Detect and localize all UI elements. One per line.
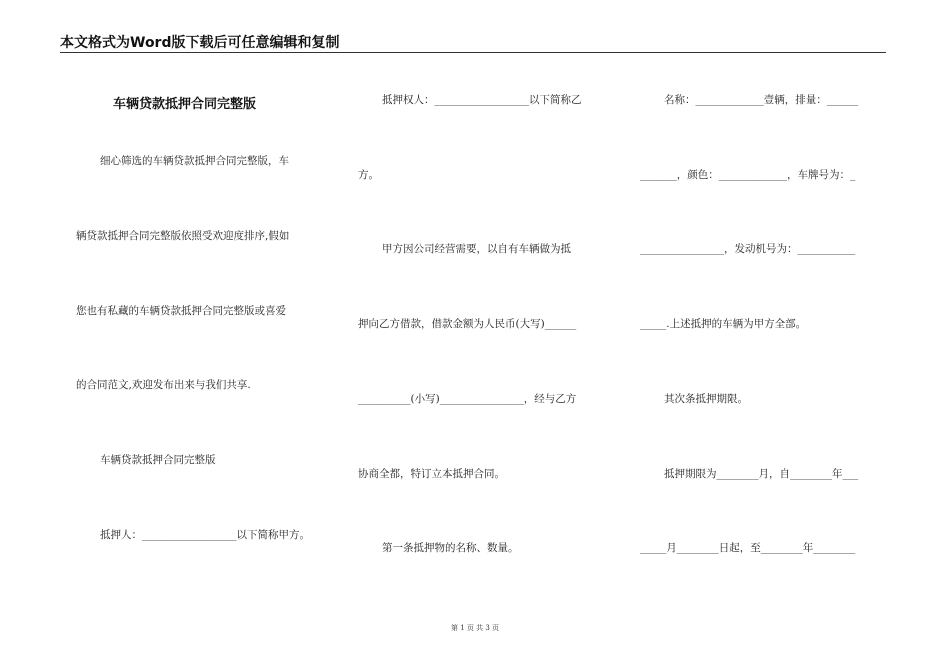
paragraph-line: ________________，发动机号为：___________ — [640, 243, 856, 255]
paragraph-line: 辆贷款抵押合同完整版依照受欢迎度排序,假如 — [76, 230, 290, 242]
page-header: 本文格式为Word版下载后可任意编辑和复制 — [60, 35, 340, 51]
paragraph-line: 抵押期限为________月，自________年___ — [664, 468, 859, 480]
header-divider — [60, 52, 886, 53]
paragraph-line: 您也有私藏的车辆贷款抵押合同完整版或喜爱 — [76, 305, 286, 317]
paragraph-line: 其次条抵押期限。 — [664, 393, 748, 405]
paragraph-line: 细心筛选的车辆贷款抵押合同完整版，车 — [100, 155, 289, 167]
page-footer: 第 1 页 共 3 页 — [450, 624, 500, 632]
paragraph-line: _______，颜色：_____________，车牌号为：_ — [640, 169, 856, 181]
subheading-line: 车辆贷款抵押合同完整版 — [100, 454, 216, 466]
paragraph-line: 协商全都，特订立本抵押合同。 — [358, 468, 505, 480]
paragraph-line: 的合同范文,欢迎发布出来与我们共享. — [76, 379, 251, 391]
paragraph-line: __________(小写)________________，经与乙方 — [358, 393, 577, 405]
paragraph-line: 名称：_____________壹辆，排量：______ — [664, 94, 859, 106]
paragraph-line: 甲方因公司经营需要，以自有车辆做为抵 — [382, 243, 571, 255]
paragraph-line: _____月________日起，至________年________ — [640, 542, 856, 554]
paragraph-line: _____.上述抵押的车辆为甲方全部。 — [640, 318, 807, 330]
document-title: 车辆贷款抵押合同完整版 — [113, 97, 257, 112]
paragraph-line: 抵押权人：__________________以下简称乙 — [382, 94, 582, 106]
paragraph-line: 抵押人：__________________以下简称甲方。 — [100, 529, 310, 541]
paragraph-line: 押向乙方借款，借款金额为人民币(大写)______ — [358, 318, 577, 330]
paragraph-line: 方。 — [358, 169, 379, 181]
paragraph-line: 第一条抵押物的名称、数量。 — [382, 542, 519, 554]
